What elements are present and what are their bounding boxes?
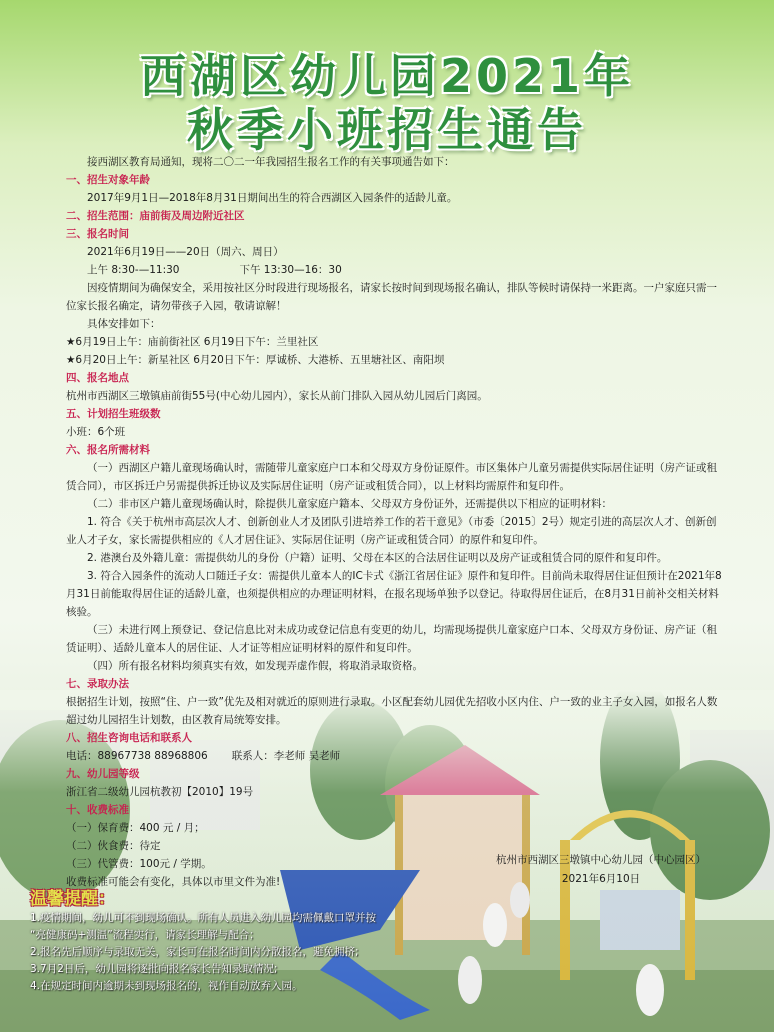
- fee-item: （一）保育费：400 元 / 月；: [66, 822, 205, 834]
- section-text: 2. 港澳台及外籍儿童：需提供幼儿的身份（户籍）证明、父母在本区的合法居住证明以及房产证或租赁合同的原件和复印件。: [87, 552, 668, 564]
- section-text: 因疫情期间为确保安全，采用按社区分时段进行现场报名，请家长按时间到现场报名确认，排队等候时请保持一米距离。一户家庭只需一位家长报名确定，请勿带孩子入园，敬请谅解！: [66, 282, 717, 312]
- poster-title-line1: 西湖区幼儿园2021年: [139, 49, 635, 103]
- section-text: 1. 符合《关于杭州市高层次人才、创新创业人才及团队引进培养工作的若干意见》（市委〔2015〕2号）规定引进的高层次人才、创新创业人才子女，家长需提供相应的《人才居住证》、实际居住证明（房产证或租赁合同）的原件和复印件。: [66, 516, 717, 546]
- registration-hours: [66, 261, 726, 279]
- poster-title-line2: 秋季小班招生通告: [187, 103, 587, 157]
- section-heading: 六、报名所需材料: [66, 444, 150, 456]
- signature-date: 2021年6月10日: [561, 873, 641, 885]
- plan-item: ★6月20日上午：新星社区 6月20日下午：厚诚桥、大港桥、五里塘社区、南阳坝: [66, 354, 445, 366]
- tip-item: “亮健康码+测温”流程实行，请家长理解与配合；: [30, 929, 260, 941]
- notice-body: [66, 153, 726, 891]
- tip-item: 4.在规定时间内逾期未到现场报名的，视作自动放弃入园。: [30, 980, 303, 992]
- phone-numbers: 88967738 88968806: [97, 750, 208, 762]
- section-heading: 七、录取办法: [66, 678, 129, 690]
- contact-line: [66, 747, 726, 765]
- section-heading: 四、报名地点: [66, 372, 129, 384]
- afternoon-hours: 下午 13:30—16：30: [239, 264, 342, 276]
- section-text: 3. 符合入园条件的流动人口随迁子女：需提供儿童本人的IC卡式《浙江省居住证》原件和复印件。目前尚未取得居住证但预计在2021年8月31日前能取得居住证的适龄儿童，也须提供相应的办理证明材料，在报名现场单独予以登记。待取得居住证后，在8月31日前补交相关材料核验。: [66, 570, 722, 618]
- signature-block: [476, 851, 726, 889]
- tips-title: 温馨提醒：: [30, 889, 115, 909]
- plan-label: 具体安排如下：: [87, 318, 161, 330]
- section-heading: 二、招生范围：庙前街及周边附近社区: [66, 210, 245, 222]
- tips-box: [30, 888, 530, 995]
- section-heading: 十、收费标准: [66, 804, 129, 816]
- signature-org: 杭州市西湖区三墩镇中心幼儿园（中心园区）: [496, 854, 706, 866]
- registration-date: 2021年6月19日——20日（周六、周日）: [87, 246, 284, 258]
- tip-item: 3.7月2日后，幼儿园将逐批向报名家长告知录取情况;: [30, 963, 278, 975]
- section-heading: 八、招生咨询电话和联系人: [66, 732, 192, 744]
- fee-item: （二）伙食费：待定: [66, 840, 161, 852]
- section-text: 浙江省二级幼儿园杭教初【2010】19号: [66, 786, 254, 798]
- intro-text: 接西湖区教育局通知，现将二〇二一年我园招生报名工作的有关事项通告如下：: [87, 156, 455, 168]
- section-text: 2017年9月1日—2018年8月31日期间出生的符合西湖区入园条件的适龄儿童。: [87, 192, 458, 204]
- section-text: （二）非市区户籍儿童现场确认时，除提供儿童家庭户籍本、父母双方身份证外，还需提供以下相应的证明材料：: [87, 498, 612, 510]
- tip-item: 1.疫情期间，幼儿可不到现场确认。所有人员进入幼儿园均需佩戴口罩并按: [30, 912, 377, 924]
- section-heading: 一、招生对象年龄: [66, 174, 150, 186]
- section-text: 杭州市西湖区三墩镇庙前街55号(中心幼儿园内），家长从前门排队入园从幼儿园后门离园。: [66, 390, 488, 402]
- section-heading: 三、报名时间: [66, 228, 129, 240]
- morning-hours: 上午 8:30-—11:30: [87, 264, 180, 276]
- section-text: （一）西湖区户籍儿童现场确认时，需随带儿童家庭户口本和父母双方身份证原件。市区集体户儿童另需提供实际居住证明（房产证或租赁合同），市区拆迁户另需提供拆迁协议及实际居住证明（房产证或租赁合同），以上材料均需原件和复印件。: [66, 462, 717, 492]
- plan-item: ★6月19日上午：庙前街社区 6月19日下午：兰里社区: [66, 336, 319, 348]
- fee-note: 收费标准可能会有变化，具体以市里文件为准!: [66, 876, 281, 888]
- fee-item: （三）代管费：100元 / 学期。: [66, 858, 212, 870]
- section-text: （四）所有报名材料均须真实有效，如发现弄虚作假，将取消录取资格。: [87, 660, 423, 672]
- phone-label: 电话：: [66, 750, 98, 762]
- section-heading: 九、幼儿园等级: [66, 768, 140, 780]
- section-heading: 五、计划招生班级数: [66, 408, 161, 420]
- section-text: （三）未进行网上预登记、登记信息比对未成功或登记信息有变更的幼儿，均需现场提供儿童家庭户口本、父母双方身份证、房产证（租赁证明）、适龄儿童本人的居住证、人才证等相应证明材料的原件和复印件。: [66, 624, 717, 654]
- tip-item: 2.报名先后顺序与录取无关，家长可在报名时间内分散报名，避免拥挤;: [30, 946, 359, 958]
- section-text: 小班：6个班: [66, 426, 126, 438]
- section-text: 根据招生计划，按照“住、户一致”优先及相对就近的原则进行录取。小区配套幼儿园优先招收小区内住、户一致的业主子女入园，如报名人数超过幼儿园招生计划数，由区教育局统筹安排。: [66, 696, 718, 726]
- contact-person: 联系人：李老师 吴老师: [231, 750, 341, 762]
